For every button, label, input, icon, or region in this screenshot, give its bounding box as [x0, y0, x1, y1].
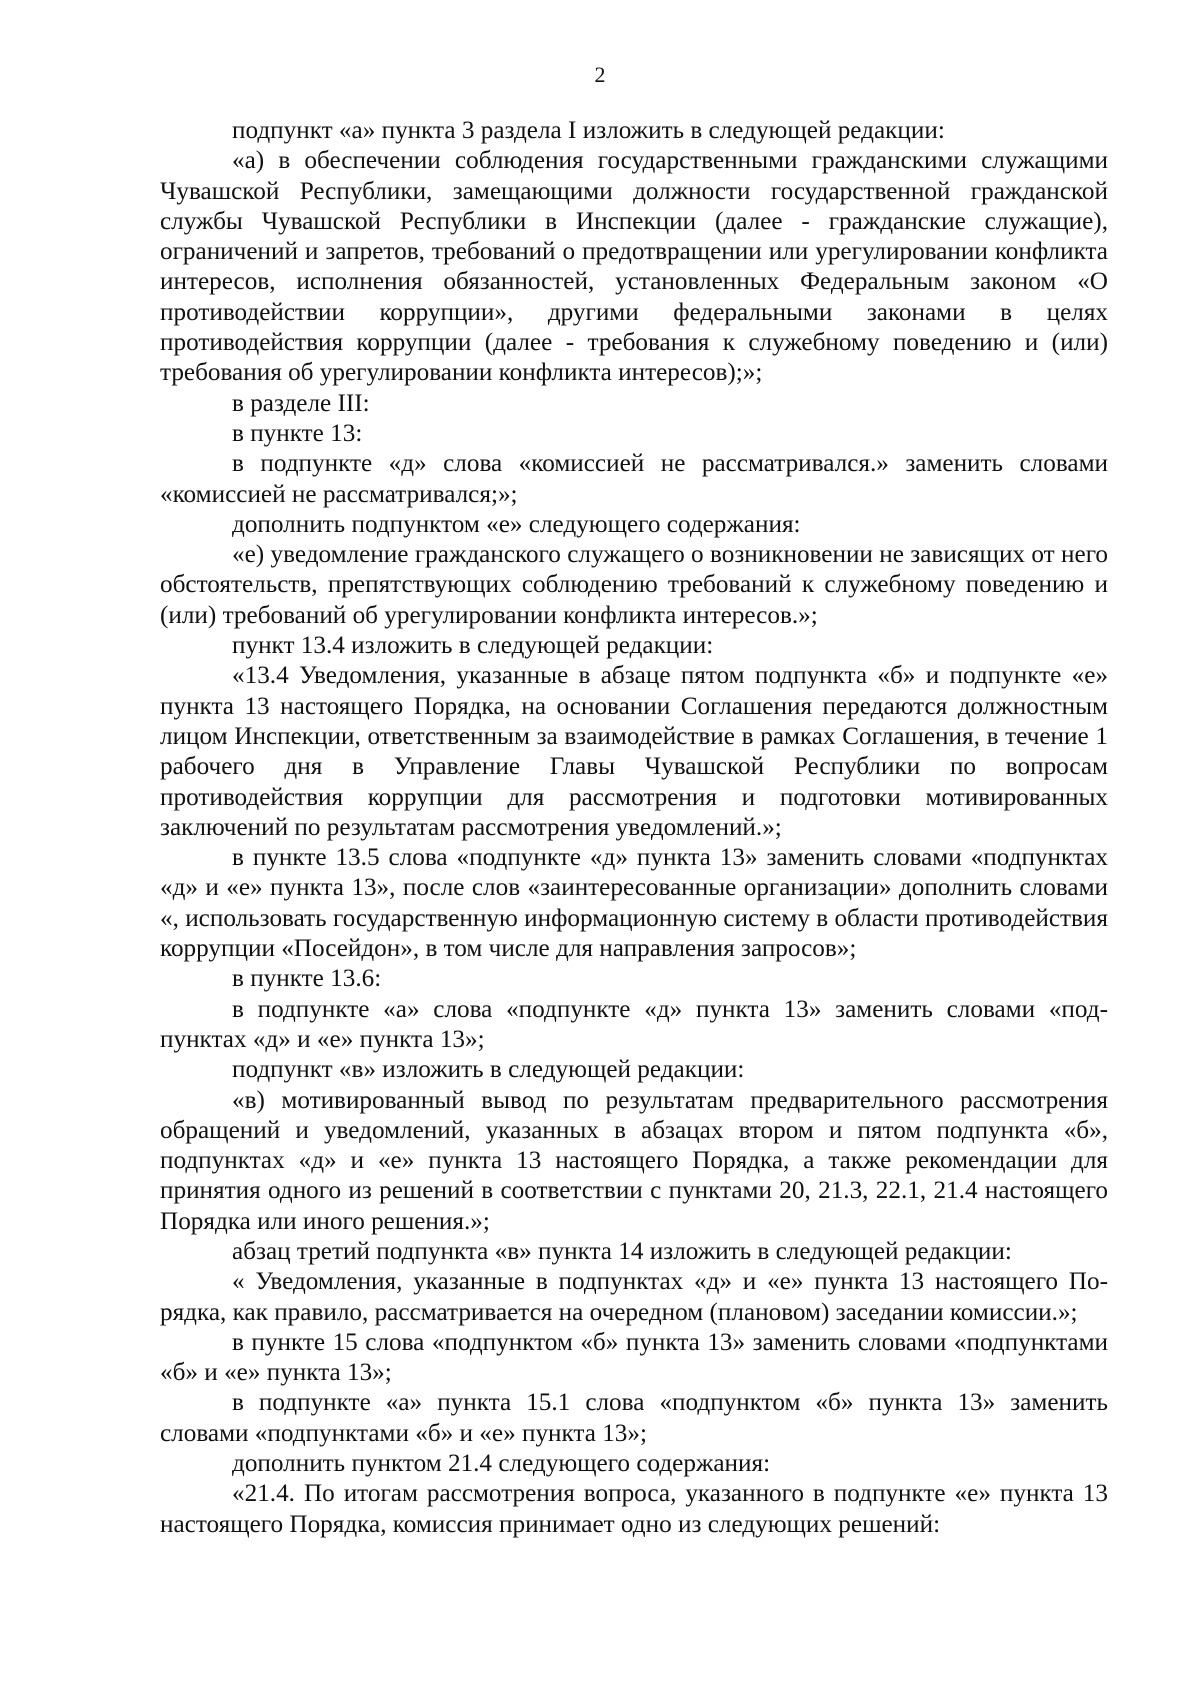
paragraph-point-13-4-text: «13.4 Уведомления, указанные в абзаце пятом подпункта «б» и подпункте «е» пункта 13 настоящего Порядка, на основании Соглашения передаются должностным лицом Инспекции, ответственным за взаимодействие в рамках Соглашения, в течение 1 рабочего дня в Управление Главы Чувашской Республики по вопросам противодействия коррупции для рассмотрения и подготовки мотивированных заключений по результатам рассмотрения уведомлений.»; — [160, 662, 1108, 841]
page-number: 2 — [594, 62, 606, 87]
paragraph-point-14-text: « Уведомления, указанные в подпунктах «д» и «е» пункта 13 настоящего Порядка, как правило, рассматривается на очередном (плановом) заседании комиссии.»; — [160, 1268, 1108, 1326]
paragraph-point-13-6: в пункте 13.6: — [232, 965, 382, 993]
paragraph-point-13-4-intro: пункт 13.4 изложить в следующей редакции: — [232, 632, 714, 660]
paragraph-subpoint-a-text: «а) в обеспечении соблюдения государственными гражданскими служащими Чувашской Республики, замещающими должности государственной гражданской службы Чувашской Республики в Инспекции (далее - гражданские служащие), ограничений и запретов, требований о предотвращении или урегулировании конфликта интересов, исполнения обязанностей, установленных Федеральным законом «О противодействии коррупции», другими федеральными законами в целях противодействия коррупции (далее - требования к служебному поведению и (или) требования об урегулировании конфликта интересов);»; — [160, 147, 1108, 387]
paragraph-point-15: в пункте 15 слова «подпунктом «б» пункта 13» заменить словами «подпунктами «б» и «е» пункта 13»; — [160, 1328, 1108, 1387]
paragraph-point-13-6-a: в подпункте «а» слова «подпункте «д» пункта 13» заменить словами «подпунктах «д» и «е» пункта 13»; — [160, 995, 1108, 1053]
paragraph-point-14-intro: абзац третий подпункта «в» пункта 14 изложить в следующей редакции: — [232, 1237, 1012, 1265]
paragraph-add-subpoint-e: дополнить подпунктом «е» следующего содержания: — [232, 510, 801, 538]
paragraph-subpoint-a-intro: подпункт «а» пункта 3 раздела I изложить в следующей редакции: — [232, 117, 945, 144]
document-body — [160, 116, 1108, 1540]
paragraph-subpoint-e-text: «е) уведомление гражданского служащего о возникновении не зависящих от него обстоятельств, препятствующих соблюдению требований к служебному поведению и (или) требований об урегулировании конфликта интересов.»; — [160, 541, 1108, 629]
paragraph-point-21-4-text: «21.4. По итогам рассмотрения вопроса, указанного в подпункте «е» пункта 13 настоящего Порядка, комиссия принимает одно из следующих решений: — [160, 1480, 1108, 1538]
paragraph-point-13-5: в пункте 13.5 слова «подпункте «д» пункта 13» заменить словами «подпунктах «д» и «е» пункта 13», после слов «заинтересованные организации» дополнить словами «, использовать государственную информационную систему в области противодействия коррупции «Посейдон», в том числе для направления запросов»; — [160, 844, 1108, 963]
paragraph-subpoint-v-text: «в) мотивированный вывод по результатам предварительного рассмотрения обращений и уведомлений, указанных в абзацах втором и пятом подпункта «б», подпунктах «д» и «е» пункта 13 настоящего Порядка, а также рекомендации для принятия одного из решений в соответствии с пунктами 20, 21.3, 22.1, 21.4 настоящего Порядка или иного решения.»; — [160, 1086, 1108, 1235]
paragraph-point-15-1: в подпункте «а» пункта 15.1 слова «подпунктом «б» пункта 13» заменить словами «подпунктами «б» и «е» пункта 13»; — [160, 1389, 1108, 1447]
paragraph-add-point-21-4: дополнить пунктом 21.4 следующего содержания: — [232, 1450, 771, 1478]
paragraph-point-13: в пункте 13: — [232, 419, 363, 447]
paragraph-subpoint-d: в подпункте «д» слова «комиссией не рассматривался.» заменить словами «комиссией не рассматривался;»; — [160, 450, 1108, 508]
paragraph-subpoint-v-intro: подпункт «в» изложить в следующей редакции: — [232, 1056, 745, 1084]
paragraph-section-iii: в разделе III: — [232, 389, 370, 417]
